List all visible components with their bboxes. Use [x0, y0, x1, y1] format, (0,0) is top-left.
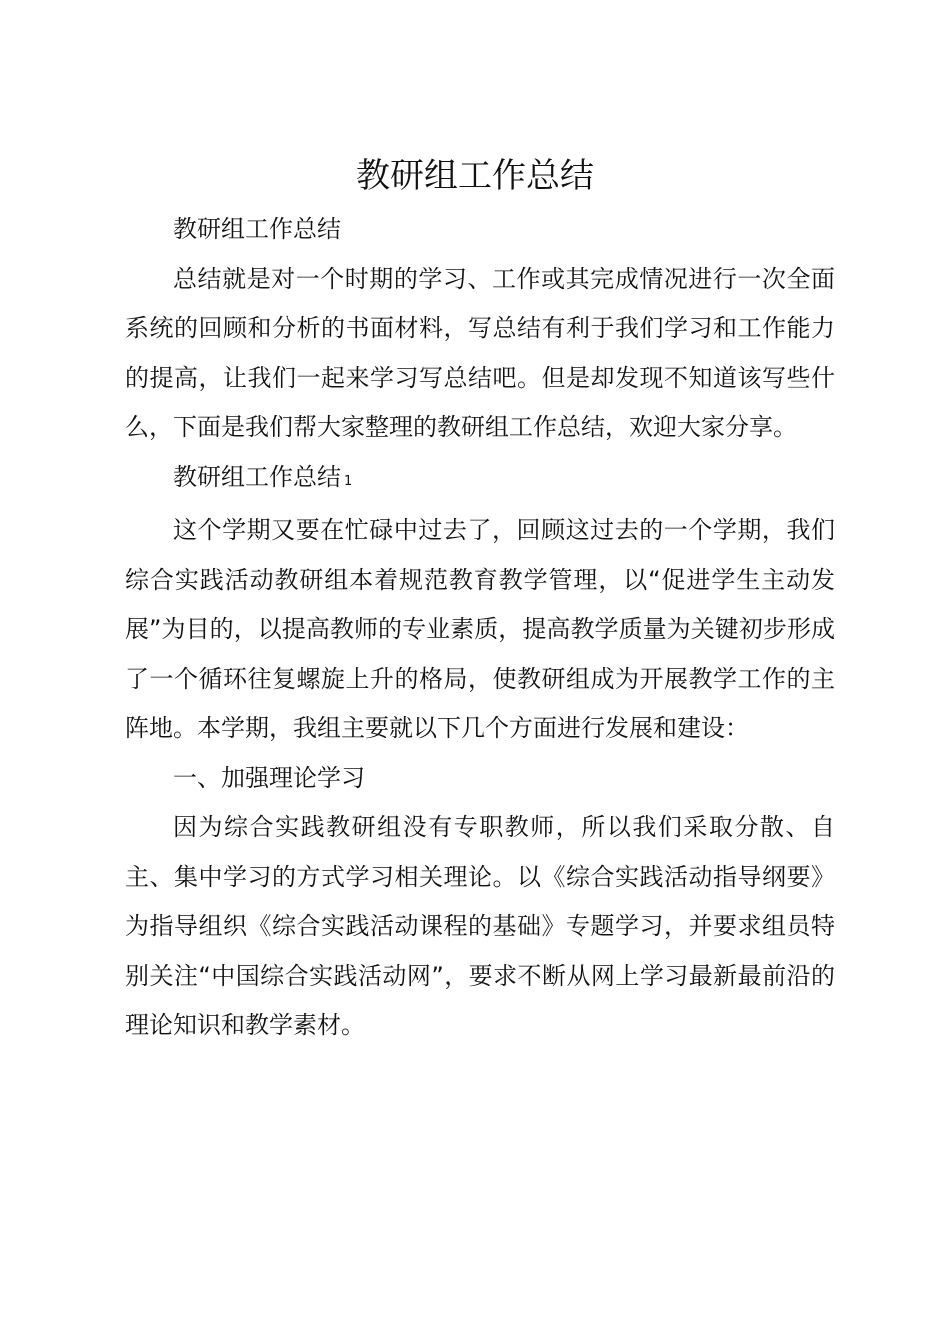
subtitle-paragraph: 教研组工作总结	[173, 215, 341, 243]
section-heading	[125, 453, 835, 507]
intro-paragraph: 总结就是对一个时期的学习、工作或其完成情况进行一次全面系统的回顾和分析的书面材料，写总结有利于我们学习和工作能力的提高，让我们一起来学习写总结吧。但是却发现不知道该写些什么，下面是我们帮大家整理的教研组工作总结，欢迎大家分享。	[125, 264, 835, 441]
document-title: 教研组工作总结	[356, 156, 594, 196]
body-paragraph: 这个学期又要在忙碌中过去了，回顾这过去的一个学期，我们综合实践活动教研组本着规范教育教学管理，以“促进学生主动发展”为目的，以提高教师的专业素质，提高教学质量为关键初步形成了一个循环往复螺旋上升的格局，使教研组成为开展教学工作的主阵地。本学期，我组主要就以下几个方面进行发展和建设：	[125, 516, 835, 742]
section-heading-text: 教研组工作总结	[173, 462, 341, 491]
document-body	[125, 205, 835, 1051]
body-paragraph: 因为综合实践教研组没有专职教师，所以我们采取分散、自主、集中学习的方式学习相关理论。以《综合实践活动指导纲要》为指导组织《综合实践活动课程的基础》专题学习，并要求组员特别关注“中国综合实践活动网”，要求不断从网上学习最新最前沿的理论知识和教学素材。	[125, 813, 835, 1039]
subsection-heading: 一、加强理论学习	[173, 763, 365, 792]
section-heading-number: 1	[344, 473, 353, 489]
